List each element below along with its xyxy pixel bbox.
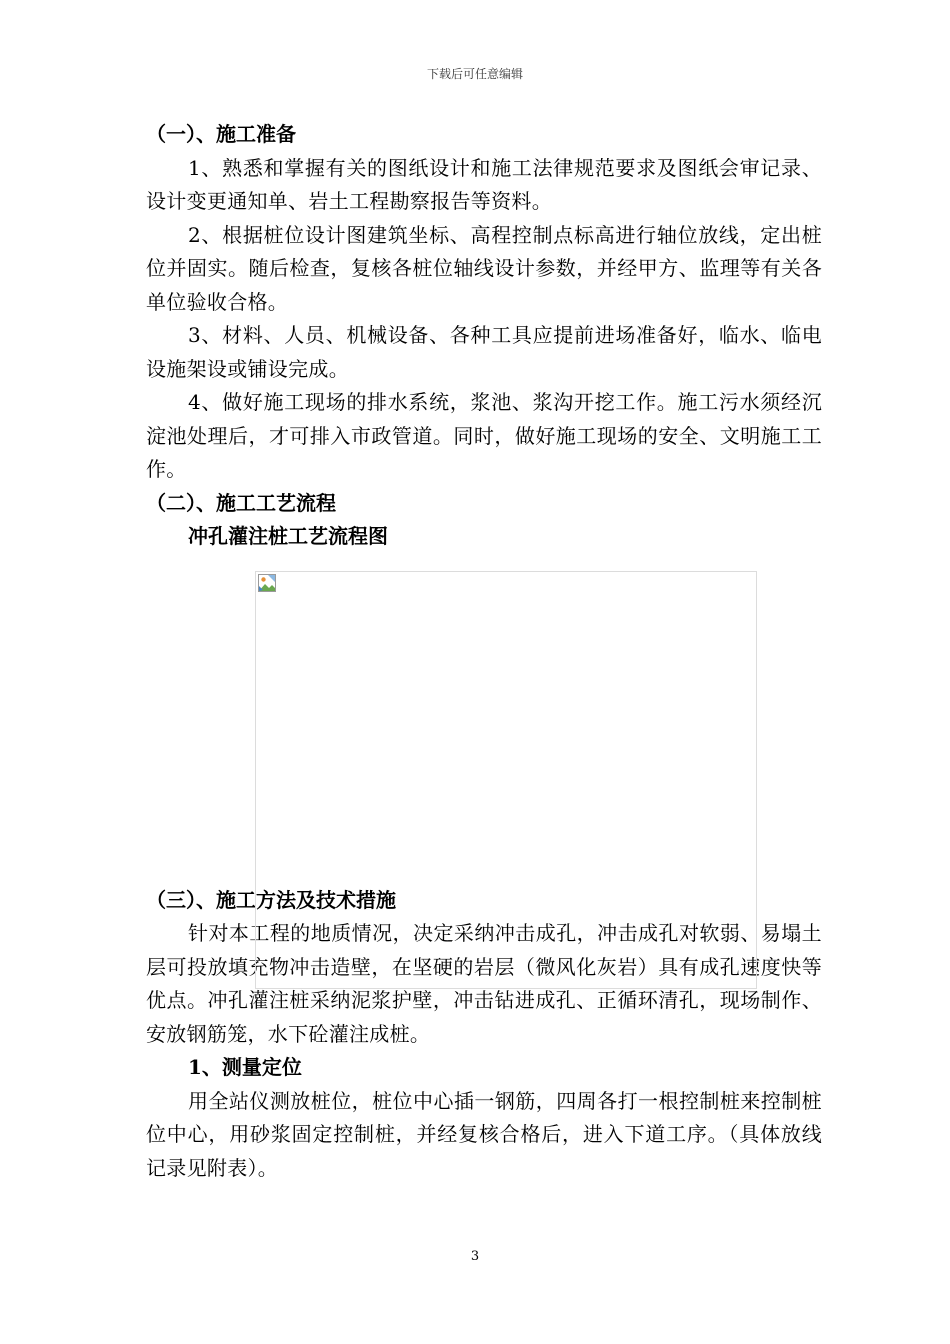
broken-image-icon [258,574,276,592]
paragraph: 用全站仪测放桩位，桩位中心插一钢筋，四周各打一根控制桩来控制桩位中心，用砂浆固定控制桩，并经复核合格后，进入下道工序。（具体放线记录见附表）。 [146,1088,822,1180]
paragraph: 针对本工程的地质情况，决定采纳冲击成孔，冲击成孔对软弱、易塌土层可投放填充物冲击造壁，在坚硬的岩层（微风化灰岩）具有成孔速度快等优点。冲孔灌注桩采纳泥浆护壁，冲击钻进成孔、正循环清孔，现场制作、安放钢筋笼，水下砼灌注成桩。 [146,921,822,1046]
header-note: 下载后可任意编辑 [426,67,523,81]
paragraph: 1、熟悉和掌握有关的图纸设计和施工法律规范要求及图纸会审记录、设计变更通知单、岩土工程勘察报告等资料。 [146,155,822,213]
section-heading-methods: （三）、施工方法及技术措施 [146,887,396,912]
flowchart-image-placeholder [255,571,757,989]
section-heading-preparation: （一）、施工准备 [146,122,296,146]
figure-title: 冲孔灌注桩工艺流程图 [188,524,388,548]
paragraph: 2、根据桩位设计图建筑坐标、高程控制点标高进行轴位放线，定出桩位并固实。随后检查，复核各桩位轴线设计参数，并经甲方、监理等有关各单位验收合格。 [146,222,822,314]
page-number: 3 [470,1249,480,1264]
section-heading-process-flow: （二）、施工工艺流程 [146,490,336,515]
paragraph: 3、材料、人员、机械设备、各种工具应提前进场准备好，临水、临电设施架设或铺设完成。 [146,323,822,381]
paragraph: 4、做好施工现场的排水系统，浆池、浆沟开挖工作。施工污水须经沉淀池处理后，才可排入市政管道。同时，做好施工现场的安全、文明施工工作。 [146,390,822,481]
subsection-heading-survey: 1、测量定位 [188,1055,302,1079]
